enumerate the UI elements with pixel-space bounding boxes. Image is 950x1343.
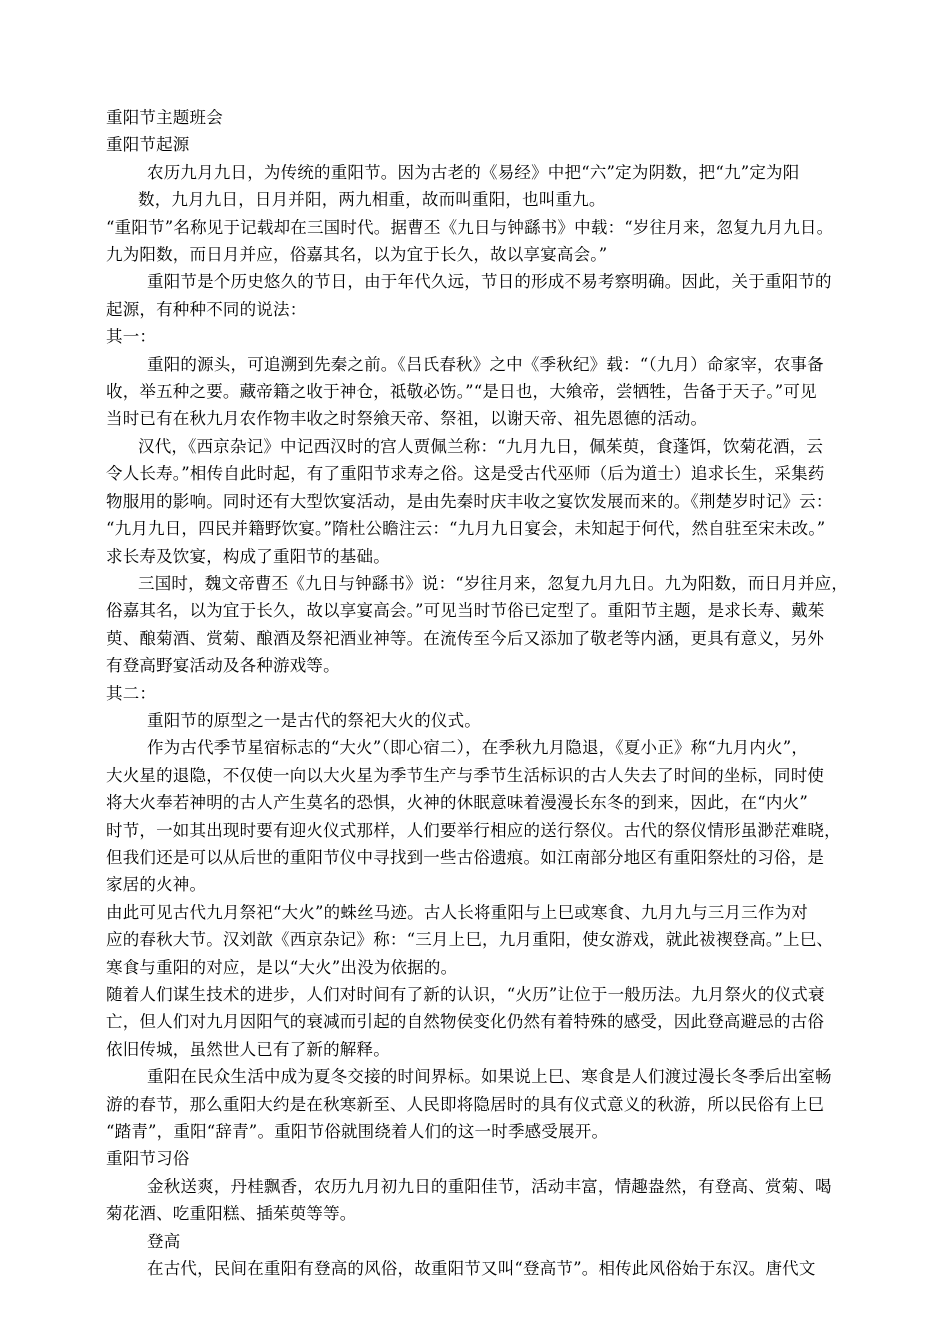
paragraph-line: 九为阳数，而日月并应，俗嘉其名，以为宜于长久，故以享宴高会。”: [106, 245, 608, 265]
paragraph-line: 大火星的退隐，不仅使一向以大火星为季节生产与季节生活标识的古人失去了时间的坐标，同时使: [106, 765, 825, 785]
paragraph-line: 游的春节，那么重阳大约是在秋寒新至、人民即将隐居时的具有仪式意义的秋游，所以民俗有上巳: [106, 1094, 825, 1114]
paragraph-line: 物服用的影响。同时还有大型饮宴活动，是由先秦时庆丰收之宴饮发展而来的。《荆楚岁时记》云：: [106, 491, 833, 511]
paragraph-line: 农历九月九日，为传统的重阳节。因为古老的《易经》中把“六”定为阴数，把“九”定为阳: [147, 162, 800, 182]
paragraph-line: 当时已有在秋九月农作物丰收之时祭飨天帝、祭祖，以谢天帝、祖先恩德的活动。: [106, 409, 708, 429]
paragraph-line: 重阳节的原型之一是古代的祭祀大火的仪式。: [147, 710, 481, 730]
document-page: [106, 104, 851, 1282]
paragraph-line: 随着人们谋生技术的进步，人们对时间有了新的认识，“火历”让位于一般历法。九月祭火的仪式衰: [106, 985, 825, 1004]
paragraph-line: 作为古代季节星宿标志的“大火”（即心宿二），在季秋九月隐退，《夏小正》称“九月内火”，: [147, 738, 809, 758]
paragraph-line: 家居的火神。: [106, 875, 207, 895]
subheading-climb: 登高: [147, 1231, 181, 1251]
document-title: 重阳节主题班会: [106, 108, 223, 127]
paragraph-line: 时节，一如其出现时要有迎火仪式那样，人们要举行相应的送行祭仪。古代的祭仪情形虽渺茫难晓，: [106, 820, 841, 840]
paragraph-line: 起源，有种种不同的说法：: [106, 299, 307, 319]
section-heading-origin: 重阳节起源: [106, 135, 190, 155]
paragraph-line: 由此可见古代九月祭祀“大火”的蛛丝马迹。古人长将重阳与上巳或寒食、九月九与三月三作为对: [106, 902, 808, 922]
paragraph-line: 有登高野宴活动及各种游戏等。: [106, 656, 340, 676]
paragraph-line: 令人长寿。”相传自此时起，有了重阳节求寿之俗。这是受古代巫师（后为道士）追求长生，采集药: [106, 464, 825, 484]
paragraph-line: 俗嘉其名，以为宜于长久，故以享宴高会。”可见当时节俗已定型了。重阳节主题，是求长寿、戴茱: [106, 601, 825, 621]
label-first: 其一：: [106, 327, 157, 347]
paragraph-line: 数，九月九日，日月并阳，两九相重，故而叫重阳，也叫重九。: [138, 190, 606, 210]
label-second: 其二：: [106, 683, 157, 703]
paragraph-line: 应的春秋大节。汉刘歆《西京杂记》称：“三月上巳，九月重阳，使女游戏，就此祓禊登高。”上巳、: [106, 930, 834, 950]
paragraph-line: 三国时，魏文帝曹丕《九日与钟繇书》说：“岁往月来，忽复九月九日。九为阳数，而日月并应，: [138, 573, 849, 593]
paragraph-line: 收，举五种之要。藏帝籍之收于神仓，祗敬必饬。”“是日也，大飨帝，尝牺牲，告备于天子。”可见: [106, 382, 817, 402]
paragraph-line: “重阳节”名称见于记载却在三国时代。据曹丕《九日与钟繇书》中载：“岁往月来，忽复九月九日。: [106, 217, 834, 237]
paragraph-line: 重阳在民众生活中成为夏冬交接的时间界标。如果说上巳、寒食是人们渡过漫长冬季后出室畅: [147, 1067, 832, 1087]
paragraph-line: “九月九日，四民并籍野饮宴。”隋杜公瞻注云：“九月九日宴会，未知起于何代，然自驻至宋未改。”: [106, 519, 826, 539]
paragraph-line: 寒食与重阳的对应，是以“大火”出没为依据的。: [106, 957, 458, 977]
paragraph-line: 汉代，《西京杂记》中记西汉时的宫人贾佩兰称：“九月九日，佩茱萸，食蓬饵，饮菊花酒，云: [138, 436, 824, 456]
paragraph-line: 但我们还是可以从后世的重阳节仪中寻找到一些古俗遗痕。如江南部分地区有重阳祭灶的习俗，是: [106, 847, 825, 867]
paragraph-line: 金秋送爽，丹桂飘香，农历九月初九日的重阳佳节，活动丰富，情趣盎然，有登高、赏菊、喝: [147, 1176, 832, 1196]
paragraph-line: 依旧传城，虽然世人已有了新的解释。: [106, 1039, 390, 1059]
paragraph-line: 求长寿及饮宴，构成了重阳节的基础。: [106, 546, 390, 566]
paragraph-line: 重阳的源头，可追溯到先秦之前。《吕氏春秋》之中《季秋纪》载：“（九月）命家宰，农事备: [147, 354, 824, 374]
paragraph-line: 萸、酿菊酒、赏菊、酿酒及祭祀酒业神等。在流传至今后又添加了敬老等内涵，更具有意义，另外: [106, 628, 825, 648]
paragraph-line: 重阳节是个历史悠久的节日，由于年代久远，节日的形成不易考察明确。因此，关于重阳节的: [147, 272, 832, 292]
paragraph-line: 在古代，民间在重阳有登高的风俗，故重阳节又叫“登高节”。相传此风俗始于东汉。唐代文: [147, 1259, 816, 1279]
paragraph-line: “踏青”，重阳“辞青”。重阳节俗就围绕着人们的这一时季感受展开。: [106, 1122, 609, 1142]
section-heading-customs: 重阳节习俗: [106, 1149, 190, 1169]
paragraph-line: 菊花酒、吃重阳糕、插茱萸等等。: [106, 1204, 357, 1224]
paragraph-line: 将大火奉若神明的古人产生莫名的恐惧，火神的休眠意味着漫漫长东冬的到来，因此，在“内火”: [106, 793, 808, 813]
paragraph-line: 亡，但人们对九月因阳气的衰减而引起的自然物侯变化仍然有着特殊的感受，因此登高避忌的古俗: [106, 1012, 825, 1032]
